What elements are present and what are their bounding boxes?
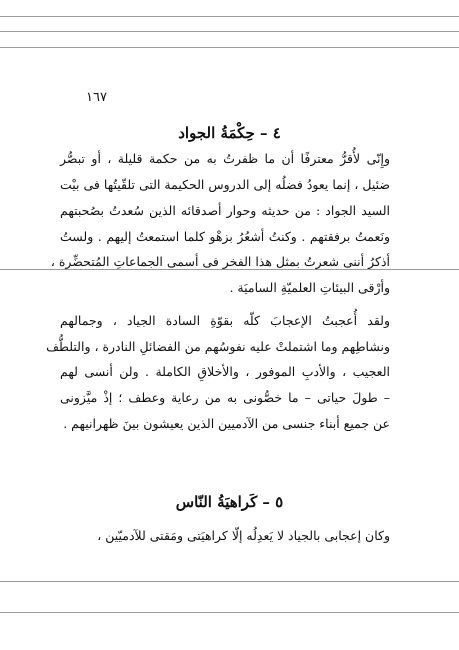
text-line: أذكرُ أننى شعرتُ بمثل هذا الفخر فى أسمى الجماعاتِ المُتحضِّرة ، <box>50 254 390 269</box>
text-line: وإِنّى لأُقرُّ معترفًا أن ما ظفرتُ به من حكمة قليلة ، أو تبصُّر <box>60 151 390 166</box>
text-line: وكان إعجابى بالجياد لا يَعدِلُه إلّا كراهيَتى ومَقتى للآدميّين ، <box>97 528 390 543</box>
ruled-line <box>0 47 459 48</box>
text-line: ضئيل ، إنما يعودُ فضلُه إلى الدروس الحكيمة التى تلقّيتُها فى بيْت <box>60 177 390 192</box>
text-line: العجيب ، والأدبِ الموفور ، والأخلاقِ الكاملة . ولن أنسى لهم <box>60 364 390 379</box>
ruled-line <box>0 16 459 17</box>
text-line: ونَعمتُ برفقتهم . وكنتُ أشعُرُ بزهْو كلما استمعتُ إليهم . ولستُ <box>60 229 390 244</box>
text-line: عن جميع أبناء جنسى من الآدميين الذين يعيشون بينَ ظهرانيهم . <box>63 416 390 431</box>
text-line: – طولَ حياتى – ما خصُّونى به من رعاية وعطف ؛ إذْ ميَّزونى <box>60 390 390 405</box>
section-heading: ٤ – حِكْمَةُ الجواد <box>178 124 281 142</box>
text-line: وأرْقى البيئاتِ العلميّةِ الساميَة . <box>229 280 390 295</box>
text-line: ونشاطِهم وما اشتملتْ عليه نفوسُهم من الفضائلِ النادرة ، والتلطُّف <box>46 339 390 354</box>
text-line: السيد الجواد : من حديثه وحوار أصدقائه الذين سُعدتُ بصُحبتهم <box>60 203 390 218</box>
text-line: ولقد أُعجبتُ الإعجابَ كلّه بقوّةِ السادة الجياد ، وجمالهم <box>60 313 390 328</box>
section-heading: ٥ – كَراهيَةُ النّاس <box>175 493 284 511</box>
page-number: ١٦٧ <box>86 90 107 105</box>
ruled-line <box>0 31 459 32</box>
ruled-line <box>0 612 459 613</box>
ruled-line <box>0 581 459 582</box>
